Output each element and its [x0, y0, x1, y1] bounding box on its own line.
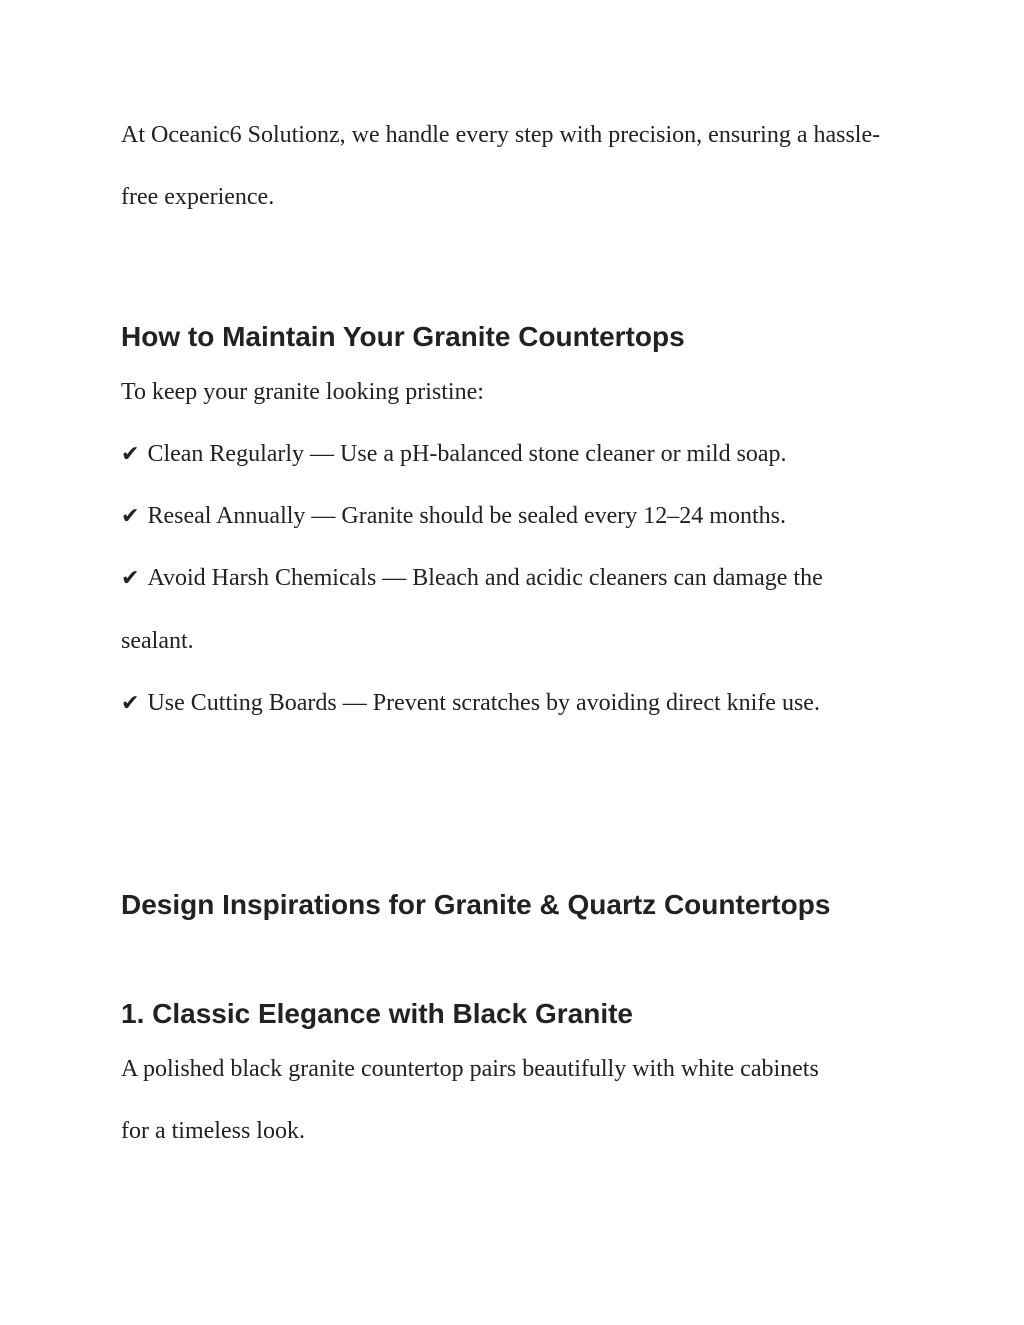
list-item: [121, 423, 911, 486]
maintain-lead: To keep your granite looking pristine:: [121, 379, 484, 405]
checkmark-icon: ✔: [121, 566, 140, 591]
design-paragraph: A polished black granite countertop pairs beautifully with white cabinets for a timeless look.: [121, 1056, 819, 1144]
maintain-heading: How to Maintain Your Granite Countertops: [121, 321, 685, 352]
list-item: [121, 547, 891, 672]
design-heading: Design Inspirations for Granite & Quartz Countertops: [121, 889, 831, 920]
checkmark-icon: ✔: [121, 442, 140, 467]
list-item-text: Avoid Harsh Chemicals — Bleach and acidic cleaners can damage the sealant.: [121, 565, 823, 654]
list-item-text: Use Cutting Boards — Prevent scratches by avoiding direct knife use.: [147, 690, 820, 716]
checkmark-icon: ✔: [121, 504, 140, 529]
list-item: [121, 485, 911, 548]
list-item-text: Clean Regularly — Use a pH-balanced stone cleaner or mild soap.: [147, 441, 787, 467]
list-item-text: Reseal Annually — Granite should be sealed every 12–24 months.: [147, 503, 786, 529]
intro-paragraph: At Oceanic6 Solutionz, we handle every step with precision, ensuring a hassle-free experience.: [121, 122, 881, 210]
design-subheading: 1. Classic Elegance with Black Granite: [121, 998, 633, 1029]
list-item: [121, 672, 881, 735]
checkmark-icon: ✔: [121, 691, 140, 716]
